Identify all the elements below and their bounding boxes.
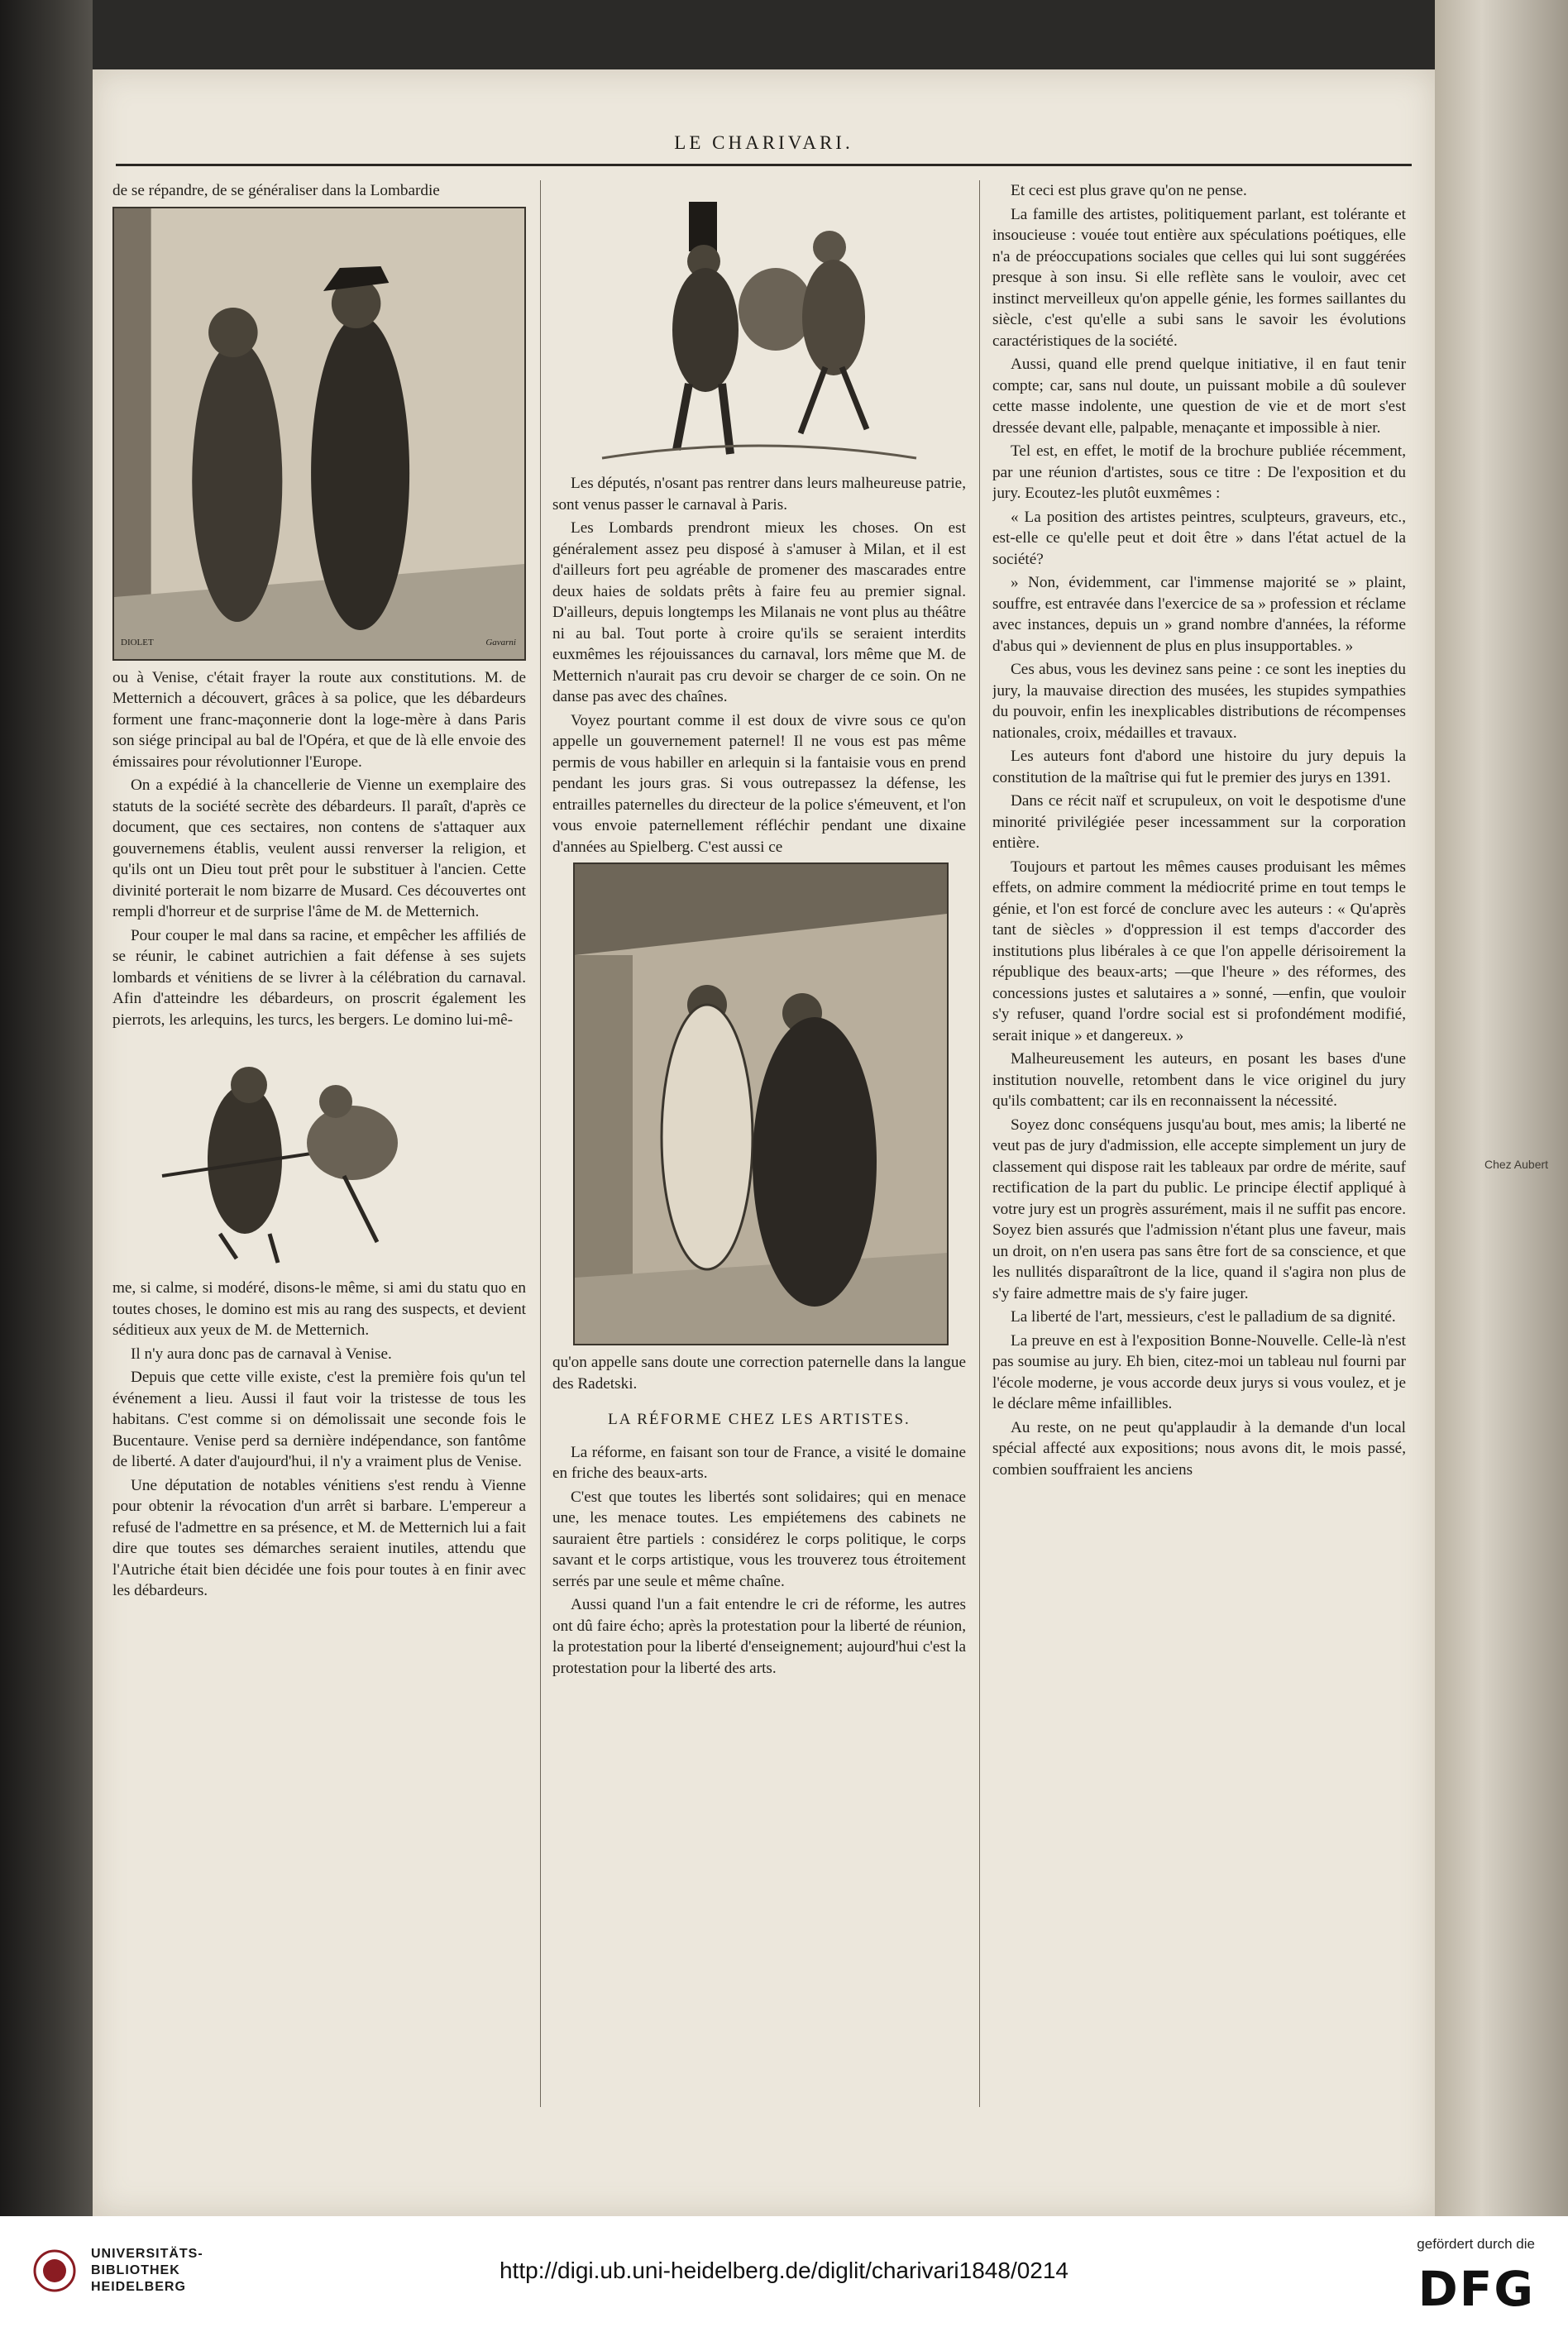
paragraph: Une députation de notables vénitiens s'est rendu à Vienne pour obtenir la révocation d'un arrêt si barbare. L'empereur a refusé de l'admettre en sa présence, et M. de Metternich lui a fait dire que toutes ses démarches seraient inutiles, attendu que l'Autriche était bien décidée une fois pour toutes à en finir avec les débardeurs.	[112, 1476, 526, 1599]
paragraph: Soyez donc conséquens jusqu'au bout, mes amis; la liberté ne veut pas de jury d'admission, elle accepte simplement un jury de classement qui dispose rait les tableaux par ordre de mérite, sauf rectification de la part du public. Le principe électif appliqué à votre jury est un progrès assurément, mais il ne suffit pas encore. Soyez bien assurés que l'admission n'étant plus une faveur, mais un droit, on n'en usera pas sans être fort de sa conscience, et que les nullités disparaîtront de la lice, quand il s'agira non plus de s'y faire admettre mais de s'y faire juger.	[992, 1116, 1406, 1302]
source-url-link[interactable]: http://digi.ub.uni-heidelberg.de/diglit/charivari1848/0214	[499, 2258, 1069, 2283]
paragraph: Aussi quand l'un a fait entendre le cri de réforme, les autres ont dû faire écho; après la protestation pour la liberté de réunion, la protestation pour la liberté d'enseignement; aujourd'hui c'est la protestation pour la liberté des arts.	[552, 1596, 966, 1677]
institution-line: BIBLIOTHEK	[91, 2263, 180, 2277]
paragraph: Les députés, n'osant pas rentrer dans leurs malheureuse patrie, sont venus passer le carnaval à Paris.	[552, 475, 966, 514]
engraver-signature: DIOLET	[121, 638, 154, 647]
paragraph: C'est que toutes les libertés sont solidaires; qui en menace une, les menace toutes. Les empiétemens des cabinets ne sauraient être partiels : considérez le corps politique, le corps savant et le corps artistique, vous les trouverez tous étroitement serrés par une seule et même chaîne.	[552, 1488, 966, 1590]
illustration-two-figures-interior	[573, 862, 949, 1345]
engraving-image	[112, 1035, 526, 1271]
paragraph: Depuis que cette ville existe, c'est la première fois qu'un tel événement a lieu. Aussi il faut voir la tristesse de tous les habitans. C'est comme si on démolissait une seconde fois le Bucentaure. Venise perd sa dernière indépendance, son fantôme de liberté. A dater d'aujourd'hui, il n'y a vraiment plus de Venise.	[112, 1369, 526, 1470]
paragraph: de se répandre, de se généraliser dans la Lombardie	[112, 182, 440, 199]
paragraph: Au reste, on ne peut qu'applaudir à la demande d'un local spécial affecté aux expositions; nous avons dit, le mois passé, combien souffraient les anciens	[992, 1418, 1406, 1479]
paragraph: Dans ce récit naïf et scrupuleux, on voit le despotisme d'une minorité privilégiée peser incessamment sur la corporation entière.	[992, 792, 1406, 852]
running-head: LE CHARIVARI.	[674, 132, 853, 153]
quoted-paragraph: » Non, évidemment, car l'immense majorité se » plaint, souffre, est entravée dans l'exercice de sa » profession et réclame avec instances, depuis un » grand nombre d'années, la réforme d'abus qui » deviennent de plus en plus insupportables. »	[992, 574, 1406, 655]
paragraph: Il n'y aura donc pas de carnaval à Venise.	[131, 1345, 392, 1363]
paragraph: Pour couper le mal dans sa racine, et empêcher les affiliés de se réunir, le cabinet autrichien a fait défense à ses sujets lombards et vénitiens de se livrer à la célébration du carnaval. Afin d'atteindre les débardeurs, on proscrit également les pierrots, les arlequins, les turcs, les bergers. Le domino lui-mê-	[112, 926, 526, 1029]
column-3	[992, 180, 1406, 2107]
funded-by-label: gefördert durch die	[1417, 2236, 1535, 2252]
paragraph: ou à Venise, c'était frayer la route aux constitutions. M. de Metternich a découvert, grâces à sa police, que les débardeurs forment une franc-maçonnerie dont la loge-mère à dans Paris son siége principal au bal de l'Opéra, et que de là elle envoie des émissaires pour révolutionner l'Europe.	[112, 668, 526, 771]
paragraph: me, si calme, si modéré, disons-le même, si ami du statu quo en toutes choses, le domino est mis au rang des suspects, et devient séditieux aux yeux de M. de Metternich.	[112, 1279, 526, 1339]
facing-page-fragment: Chez Aubert	[1484, 1158, 1549, 1171]
illustration-running-figures	[112, 1035, 526, 1271]
illustration-soldier-and-harlequin	[552, 185, 966, 466]
paragraph: La réforme, en faisant son tour de France, a visité le domaine en friche des beaux-arts.	[552, 1443, 966, 1482]
scan-edge-right	[1435, 0, 1568, 2216]
paragraph: Ces abus, vous les devinez sans peine : ce sont les inepties du jury, la mauvaise direction des musées, les stupides sympathies du pouvoir, enfin les inexplicables distributions de récompenses nationales, croix, médailles et travaux.	[992, 661, 1406, 742]
engraving-image	[114, 208, 524, 659]
column-2	[552, 180, 966, 2107]
engraving-image	[552, 185, 966, 466]
illustration-two-figures	[112, 207, 526, 661]
paragraph: Et ceci est plus grave qu'on ne pense.	[1011, 182, 1247, 199]
paragraph: Les auteurs font d'abord une histoire du jury depuis la constitution de la maîtrise qui fut le premier des jurys en 1391.	[992, 748, 1406, 786]
engraving-image	[575, 864, 947, 1344]
paragraph: La famille des artistes, politiquement parlant, est tolérante et insoucieuse : vouée tout entière aux spéculations poétiques, elle n'a de préoccupations sociales que celles qui lui sont suggérées presque à son insu. Si elle reflète sans le vouloir, avec cet instinct merveilleux qu'on appelle génie, les formes saillantes du siècle, c'est qu'elle a subi sans le savoir les évolutions caractéristiques de la société.	[992, 205, 1406, 350]
paragraph: La liberté de l'art, messieurs, c'est le palladium de sa dignité.	[1011, 1308, 1396, 1326]
column-rule	[979, 180, 980, 2107]
paragraph: Toujours et partout les mêmes causes produisant les mêmes effets, on admire comment la médiocrité prime en tout temps le génie, et l'on est forcé de conclure avec les auteurs : « Qu'après tant de siècles » d'oppression il est temps d'accorder des institutions plus libérales à ce que l'on appelle dérisoirement la république des beaux-arts; —que l'heure » des réformes, des concessions justes et salutaires a » sonné, —enfin, que vouloir s'y refuser, quand l'ordre social est si profondément modifié, serait inique » et dangereux. »	[992, 858, 1406, 1044]
paragraph: Tel est, en effet, le motif de la brochure publiée récemment, par une réunion d'artistes, sous ce titre : De l'exposition et du jury. Ecoutez-les plutôt euxmêmes :	[992, 442, 1406, 502]
section-title: LA RÉFORME CHEZ LES ARTISTES.	[608, 1411, 911, 1428]
paragraph: Aussi, quand elle prend quelque initiative, il en faut tenir compte; car, sans nul doute, un puissant mobile a dû soulever cette masse indolente, une question de vie et de mort s'est dressée devant elle, palpable, menaçante et impossible à nier.	[992, 356, 1406, 437]
artist-signature: Gavarni	[485, 638, 516, 647]
digitization-footer	[0, 2216, 1568, 2327]
paragraph: qu'on appelle sans doute une correction paternelle dans la langue des Radetski.	[552, 1354, 966, 1393]
paragraph: Les Lombards prendront mieux les choses. On est généralement assez peu disposé à s'amuser à Milan, et il est d'ailleurs fort peu agréable de promener des mascarades entre deux haies de soldats prêts à faire feu au premier signal. D'ailleurs, depuis longtemps les Milanais ne vont plus au théâtre ni au bal. Tout porte à croire qu'ils se seraient interdits euxmêmes les réjouissances du carnaval, lors même que M. de Metternich n'aurait pas cru devoir se charger de ce soin. On ne danse pas avec des chaînes.	[552, 519, 966, 705]
column-rule	[540, 180, 541, 2107]
paragraph: Voyez pourtant comme il est doux de vivre sous ce qu'on appelle un gouvernement paternel! Il ne vous est pas même permis de vous habiller en arlequin si la fantaisie vous en prend pendant les jours gras. Si vous outrepassez la défense, les entrailles paternelles du directeur de la police s'émeuvent, et l'on vous envoie paternellement réfléchir pendant une dixaine d'années au Spielberg. C'est aussi ce	[552, 711, 966, 856]
dfg-logo: DFG	[1417, 2261, 1535, 2317]
newspaper-page	[93, 69, 1435, 2216]
institution-line: HEIDELBERG	[91, 2280, 186, 2294]
quoted-paragraph: « La position des artistes peintres, sculpteurs, graveurs, etc., est-elle ce qu'elle peut et doit être » dans l'état actuel de la société?	[992, 508, 1406, 568]
column-1	[112, 180, 526, 2107]
paragraph: On a expédié à la chancellerie de Vienne un exemplaire des statuts de la société secrète des débardeurs. Il paraît, d'après ce document, que ces sectaires, non contens de s'attaquer aux gouvernemens établis, veulent aussi renverser la religion, et qu'ils ont un Dieu tout prêt pour le substituer à l'ancien. Cette divinité porterait le nom bizarre de Musard. Ces découvertes ont rempli d'horreur et de surprise l'âme de M. de Metternich.	[112, 776, 526, 920]
institution-line: UNIVERSITÄTS-	[91, 2247, 203, 2261]
header-rule	[116, 164, 1412, 166]
paragraph: Malheureusement les auteurs, en posant les bases d'une institution nouvelle, retombent dans le vice originel du jury qu'ils combattent; car ils en reconnaissent la nécessité.	[992, 1050, 1406, 1110]
scan-edge-left	[0, 0, 93, 2216]
paragraph: La preuve en est à l'exposition Bonne-Nouvelle. Celle-là n'est pas soumise au jury. Eh bien, citez-moi un tableau nul fourni par l'école moderne, je vous accorde deux jurys si vous voulez, et je le déclare même infaillibles.	[992, 1331, 1406, 1412]
